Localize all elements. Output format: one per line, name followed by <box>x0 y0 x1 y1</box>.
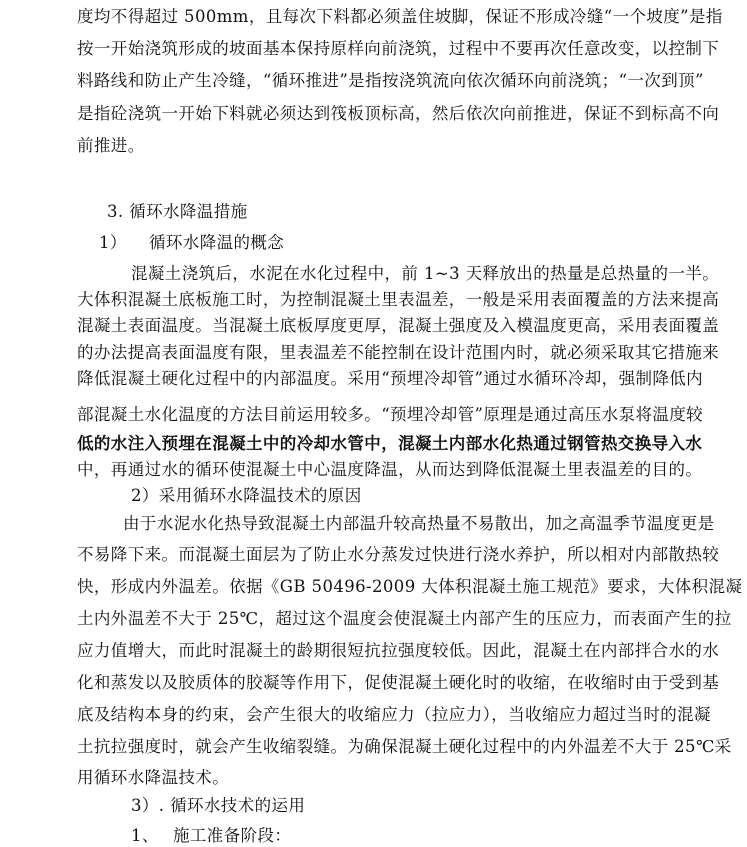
intro-line: 前推进。 <box>77 136 145 155</box>
item-title: 施工准备阶段： <box>173 826 292 845</box>
paragraph-line: 低的水注入预埋在混凝土中的冷却水管中，混凝土内部水化热通过钢管热交换导入水 <box>77 434 703 453</box>
paragraph-line: 不易降下来。而混凝土面层为了防止水分蒸发过快进行浇水养护，所以相对内部散热较 <box>77 545 720 564</box>
paragraph-line: 的办法提高表面温度有限，里表温差不能控制在设计范围内时，就必须采取其它措施来 <box>77 343 720 362</box>
intro-line: 是指砼浇筑一开始下料就必须达到筏板顶标高，然后依次向前推进，保证不到标高不向 <box>77 104 720 123</box>
paragraph-line: 大体积混凝土底板施工时，为控制混凝土里表温差，一般是采用表面覆盖的方法来提高 <box>77 290 720 309</box>
paragraph-line: 底及结构本身的约束，会产生很大的收缩应力（拉应力），当收缩应力超过当时的混凝 <box>77 705 711 724</box>
paragraph-line: 混凝土表面温度。当混凝土底板厚度更厚，混凝土强度及入模温度更高，采用表面覆盖 <box>77 316 720 335</box>
subsection-title: 2）采用循环水降温技术的原因 <box>131 486 362 505</box>
subsection-title: 循环水降温的概念 <box>149 233 285 252</box>
paragraph-line: 中，再通过水的循环使混凝土中心温度降温，从而达到降低混凝土里表温差的目的。 <box>77 460 703 479</box>
section-heading: 3. 循环水降温措施 <box>107 202 248 221</box>
paragraph-line: 用循环水降温技术。 <box>77 768 230 787</box>
paragraph-line: 快，形成内外温差。依据《GB 50496-2009 大体积混凝土施工规范》要求，大体积混凝 <box>77 577 743 596</box>
subsection-number: 1） <box>99 233 127 252</box>
item-number: 1、 <box>131 826 159 845</box>
paragraph-line: 土抗拉强度时，就会产生收缩裂缝。为确保混凝土硬化过程中的内外温差不大于 25℃采 <box>77 737 732 756</box>
paragraph-line: 由于水泥水化热导致混凝土内部温升较高热量不易散出，加之高温季节温度更是 <box>123 514 715 533</box>
paragraph-line: 混凝土浇筑后，水泥在水化过程中，前 1~3 天释放出的热量是总热量的一半。 <box>131 264 720 283</box>
paragraph-line: 应力值增大，而此时混凝土的龄期很短抗拉强度较低。因此，混凝土在内部拌合水的水 <box>77 641 720 660</box>
intro-line: 度均不得超过 500mm，且每次下料都必须盖住坡脚，保证不形成冷缝“一个坡度”是指 <box>77 7 723 26</box>
subsection-title: 3）. 循环水技术的运用 <box>131 796 306 815</box>
paragraph-line: 降低混凝土硬化过程中的内部温度。采用“预埋冷却管”通过水循环冷却，强制降低内 <box>77 369 704 388</box>
paragraph-line: 化和蒸发以及胶质体的胶凝等作用下，促使混凝土硬化时的收缩，在收缩时由于受到基 <box>77 673 720 692</box>
intro-line: 按一开始浇筑形成的坡面基本保持原样向前浇筑，过程中不要再次任意改变，以控制下 <box>77 39 720 58</box>
intro-line: 料路线和防止产生冷缝，“循环推进”是指按浇筑流向依次循环向前浇筑；“一次到顶” <box>77 71 704 90</box>
paragraph-line: 部混凝土水化温度的方法目前运用较多。“预埋冷却管”原理是通过高压水泵将温度较 <box>77 405 704 424</box>
paragraph-line: 土内外温差不大于 25℃，超过这个温度会使混凝土内部产生的压应力，而表面产生的拉 <box>77 609 732 628</box>
